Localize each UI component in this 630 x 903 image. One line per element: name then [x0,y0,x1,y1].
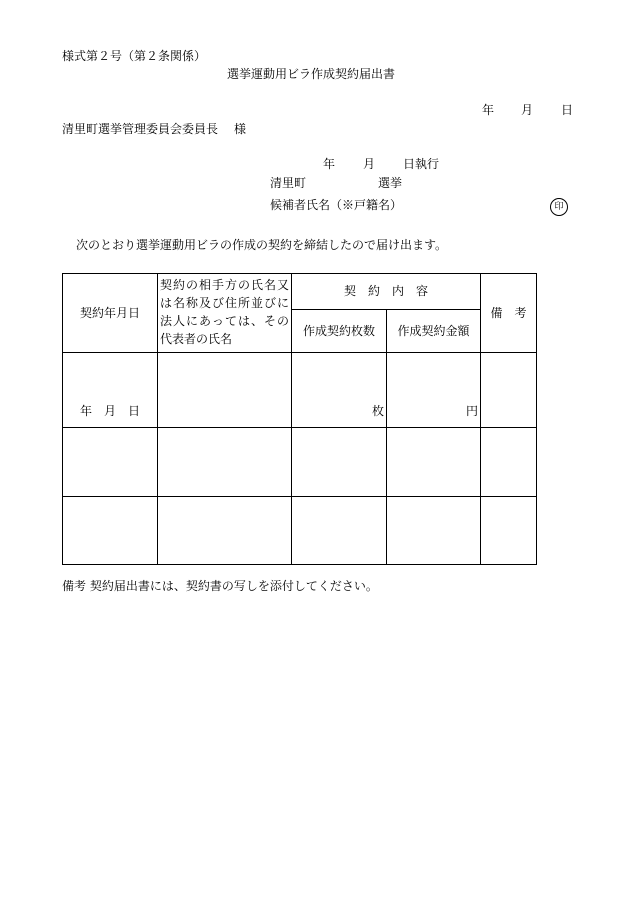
header-contract-date: 契約年月日 [63,274,158,353]
row-party-cell[interactable] [158,428,292,497]
row-remarks-cell[interactable] [481,428,537,497]
candidate-name-label: 候補者氏名（※戸籍名） [270,198,403,212]
election-year: 年 [323,157,336,171]
row-amount-cell[interactable] [387,428,481,497]
footnote: 備考 契約届出書には、契約書の写しを添付してください。 [62,579,378,593]
row-amount-cell[interactable] [387,353,481,428]
table-row [63,353,537,428]
row-date-cell[interactable] [63,353,158,428]
election-month: 月 [363,157,376,171]
date-day: 日 [561,103,574,117]
header-amount: 作成契約金額 [387,310,481,353]
row-remarks-cell[interactable] [481,497,537,565]
header-contract-content: 契 約 内 容 [292,274,481,310]
town-name: 清里町 [270,176,307,190]
election-name [270,177,402,189]
row-date-cell[interactable] [63,428,158,497]
row-count-cell[interactable] [292,497,387,565]
date-year: 年 [482,103,495,117]
election-day: 日執行 [403,157,440,171]
header-remarks: 備 考 [481,274,537,353]
count-unit: 枚 [371,403,384,418]
row-party-cell[interactable] [158,497,292,565]
table-row [63,497,537,565]
row-remarks-cell[interactable] [481,353,537,428]
row-amount-cell[interactable] [387,497,481,565]
date-month: 月 [521,103,534,117]
document-title: 選挙運動用ビラ作成契約届出書 [227,67,396,81]
row-count-cell[interactable] [292,428,387,497]
row-party-cell[interactable] [158,353,292,428]
intro-text: 次のとおり選挙運動用ビラの作成の契約を締結したので届け出ます。 [76,238,448,252]
form-number: 様式第２号（第２条関係） [62,49,207,63]
addressee [62,123,246,135]
table-row [63,428,537,497]
amount-unit: 円 [466,403,479,418]
election-word: 選挙 [378,176,403,190]
row-date-text: 年 月 日 [79,403,140,418]
honorific: 様 [234,122,247,136]
header-contract-party: 契約の相手方の氏名又は名称及び住所並びに法人にあっては、その代表者の氏名 [158,274,292,353]
row-date-cell[interactable] [63,497,158,565]
seal-icon: 印 [550,198,568,216]
addressee-name: 清里町選挙管理委員会委員長 [62,122,219,136]
row-count-cell[interactable] [292,353,387,428]
header-copy-count: 作成契約枚数 [292,310,387,353]
contract-table [62,273,537,565]
